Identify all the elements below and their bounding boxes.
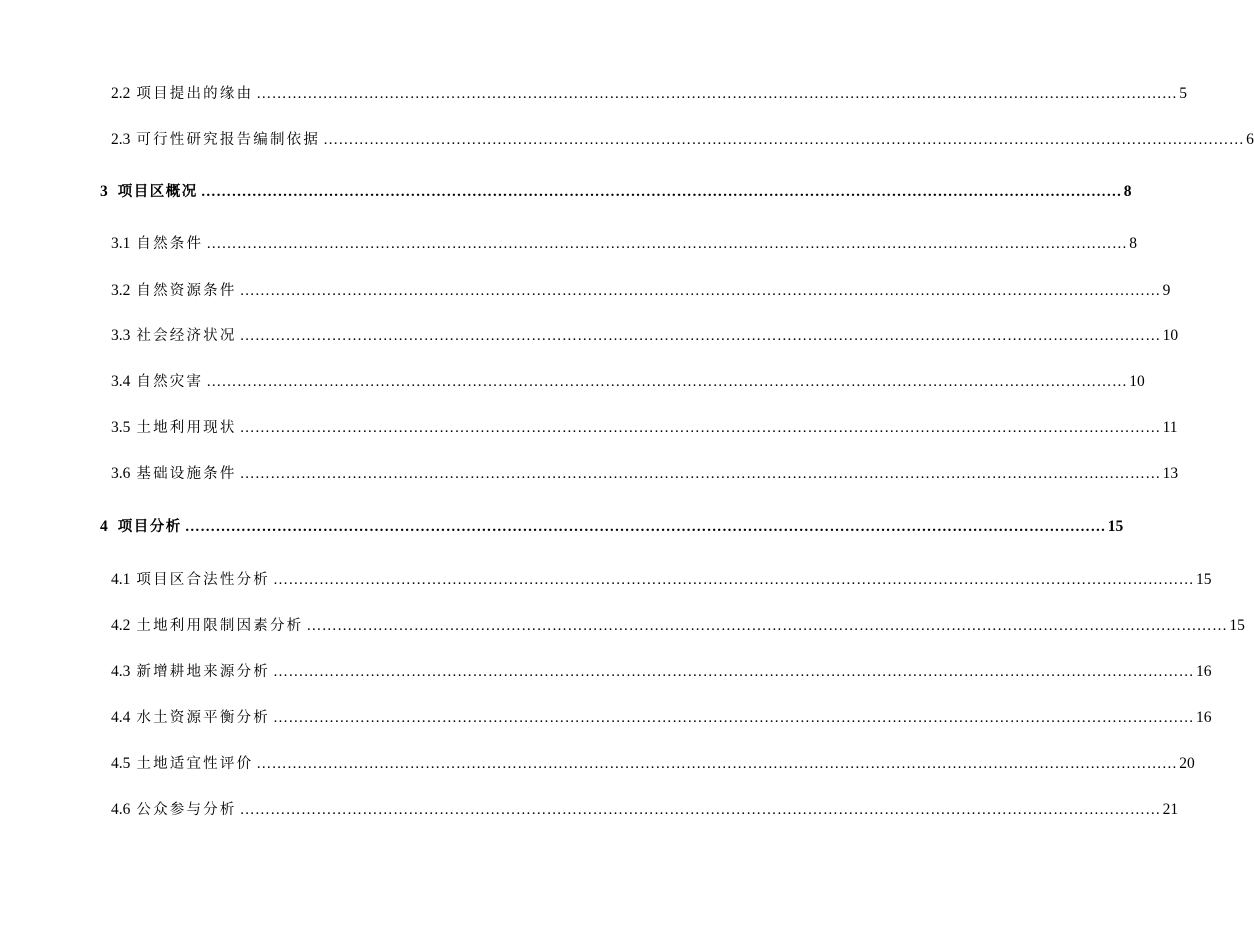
toc-entry-number: 4.1 — [111, 571, 131, 588]
toc-entry-title: 基础设施条件 — [136, 466, 237, 482]
toc-entry-page: 8 — [1123, 183, 1132, 200]
toc-entry-number: 3.4 — [111, 373, 131, 390]
toc-entry-number: 4.5 — [111, 755, 131, 772]
toc-leader-dots: ……………………………………………………………………………………………………………………………………………………………… — [184, 519, 1106, 535]
toc-entry-2-2[interactable] — [0, 82, 1188, 106]
toc-leader-dots: ……………………………………………………………………………………………………………………………………………………………… — [239, 328, 1161, 344]
toc-leader-dots: ……………………………………………………………………………………………………………………………………………………………… — [200, 184, 1122, 200]
toc-leader-dots: ……………………………………………………………………………………………………………………………………………………………… — [272, 710, 1194, 726]
toc-entry-title: 土地利用现状 — [136, 420, 237, 436]
toc-leader-dots: ……………………………………………………………………………………………………………………………………………………………… — [323, 132, 1245, 148]
toc-entry-title: 土地适宜性评价 — [136, 756, 254, 772]
toc-entry-3-2[interactable] — [0, 279, 1171, 303]
toc-entry-page: 20 — [1179, 755, 1195, 772]
toc-entry-3-5[interactable] — [0, 416, 1178, 440]
toc-entry-3-6[interactable] — [0, 462, 1179, 486]
toc-entry-page: 9 — [1162, 282, 1171, 299]
toc-leader-dots: ……………………………………………………………………………………………………………………………………………………………… — [306, 618, 1228, 634]
toc-entry-number: 4 — [100, 518, 108, 535]
toc-entry-4-2[interactable] — [0, 614, 1245, 638]
toc-entry-number: 3.5 — [111, 419, 131, 436]
toc-leader-dots: ……………………………………………………………………………………………………………………………………………………………… — [239, 420, 1161, 436]
toc-leader-dots: ……………………………………………………………………………………………………………………………………………………………… — [239, 466, 1161, 482]
toc-entry-number: 4.3 — [111, 663, 131, 680]
toc-entry-title: 自然资源条件 — [136, 283, 237, 299]
toc-entry-4[interactable] — [0, 515, 1124, 539]
toc-entry-number: 2.3 — [111, 131, 131, 148]
toc-entry-number: 4.6 — [111, 801, 131, 818]
toc-entry-4-5[interactable] — [0, 752, 1195, 776]
toc-entry-title: 项目提出的缘由 — [136, 86, 254, 102]
toc-entry-number: 3.3 — [111, 327, 131, 344]
toc-entry-title: 公众参与分析 — [136, 802, 237, 818]
toc-entry-title: 社会经济状况 — [136, 328, 237, 344]
toc-entry-page: 8 — [1129, 235, 1137, 252]
toc-entry-number: 3 — [100, 183, 108, 200]
toc-entry-page: 15 — [1229, 617, 1245, 634]
toc-leader-dots: ……………………………………………………………………………………………………………………………………………………………… — [272, 664, 1194, 680]
toc-entry-page: 11 — [1162, 419, 1178, 436]
toc-entry-number: 4.4 — [111, 709, 131, 726]
toc-entry-page: 10 — [1162, 327, 1179, 344]
toc-entry-page: 5 — [1179, 85, 1188, 102]
toc-entry-title: 自然条件 — [136, 236, 204, 252]
toc-entry-number: 4.2 — [111, 617, 131, 634]
toc-entry-4-4[interactable] — [0, 706, 1212, 730]
toc-leader-dots: ……………………………………………………………………………………………………………………………………………………………… — [256, 86, 1178, 102]
toc-leader-dots: ……………………………………………………………………………………………………………………………………………………………… — [239, 283, 1161, 299]
toc-entry-page: 15 — [1195, 571, 1212, 588]
toc-entry-page: 16 — [1195, 663, 1212, 680]
toc-leader-dots: ……………………………………………………………………………………………………………………………………………………………… — [206, 374, 1128, 390]
toc-entry-number: 3.6 — [111, 465, 131, 482]
toc-leader-dots: ……………………………………………………………………………………………………………………………………………………………… — [272, 572, 1194, 588]
toc-entry-title: 新增耕地来源分析 — [136, 664, 270, 680]
toc-entry-title: 可行性研究报告编制依据 — [136, 132, 321, 148]
toc-entry-page: 13 — [1162, 465, 1179, 482]
toc-entry-number: 3.1 — [111, 235, 131, 252]
toc-entry-page: 16 — [1195, 709, 1212, 726]
toc-entry-number: 3.2 — [111, 282, 131, 299]
toc-entry-title: 自然灾害 — [136, 374, 204, 390]
toc-entry-title: 项目区合法性分析 — [136, 572, 270, 588]
toc-entry-title: 项目分析 — [117, 519, 182, 535]
toc-entry-3-3[interactable] — [0, 324, 1179, 348]
toc-entry-2-3[interactable] — [0, 128, 1254, 152]
toc-entry-number: 2.2 — [111, 85, 131, 102]
toc-leader-dots: ……………………………………………………………………………………………………………………………………………………………… — [256, 756, 1178, 772]
toc-entry-3-1[interactable] — [0, 232, 1137, 256]
toc-entry-title: 项目区概况 — [117, 184, 198, 200]
toc-entry-title: 水土资源平衡分析 — [136, 710, 270, 726]
toc-entry-4-3[interactable] — [0, 660, 1212, 684]
toc-entry-title: 土地利用限制因素分析 — [136, 618, 304, 634]
toc-entry-page: 21 — [1162, 801, 1179, 818]
toc-entry-page: 15 — [1107, 518, 1124, 535]
toc-entry-4-1[interactable] — [0, 568, 1212, 592]
toc-leader-dots: ……………………………………………………………………………………………………………………………………………………………… — [206, 236, 1128, 252]
toc-entry-4-6[interactable] — [0, 798, 1179, 822]
toc-entry-3[interactable] — [0, 180, 1132, 204]
toc-leader-dots: ……………………………………………………………………………………………………………………………………………………………… — [239, 802, 1161, 818]
toc-entry-page: 10 — [1129, 373, 1145, 390]
toc-entry-page: 6 — [1246, 131, 1254, 148]
toc-entry-3-4[interactable] — [0, 370, 1145, 394]
